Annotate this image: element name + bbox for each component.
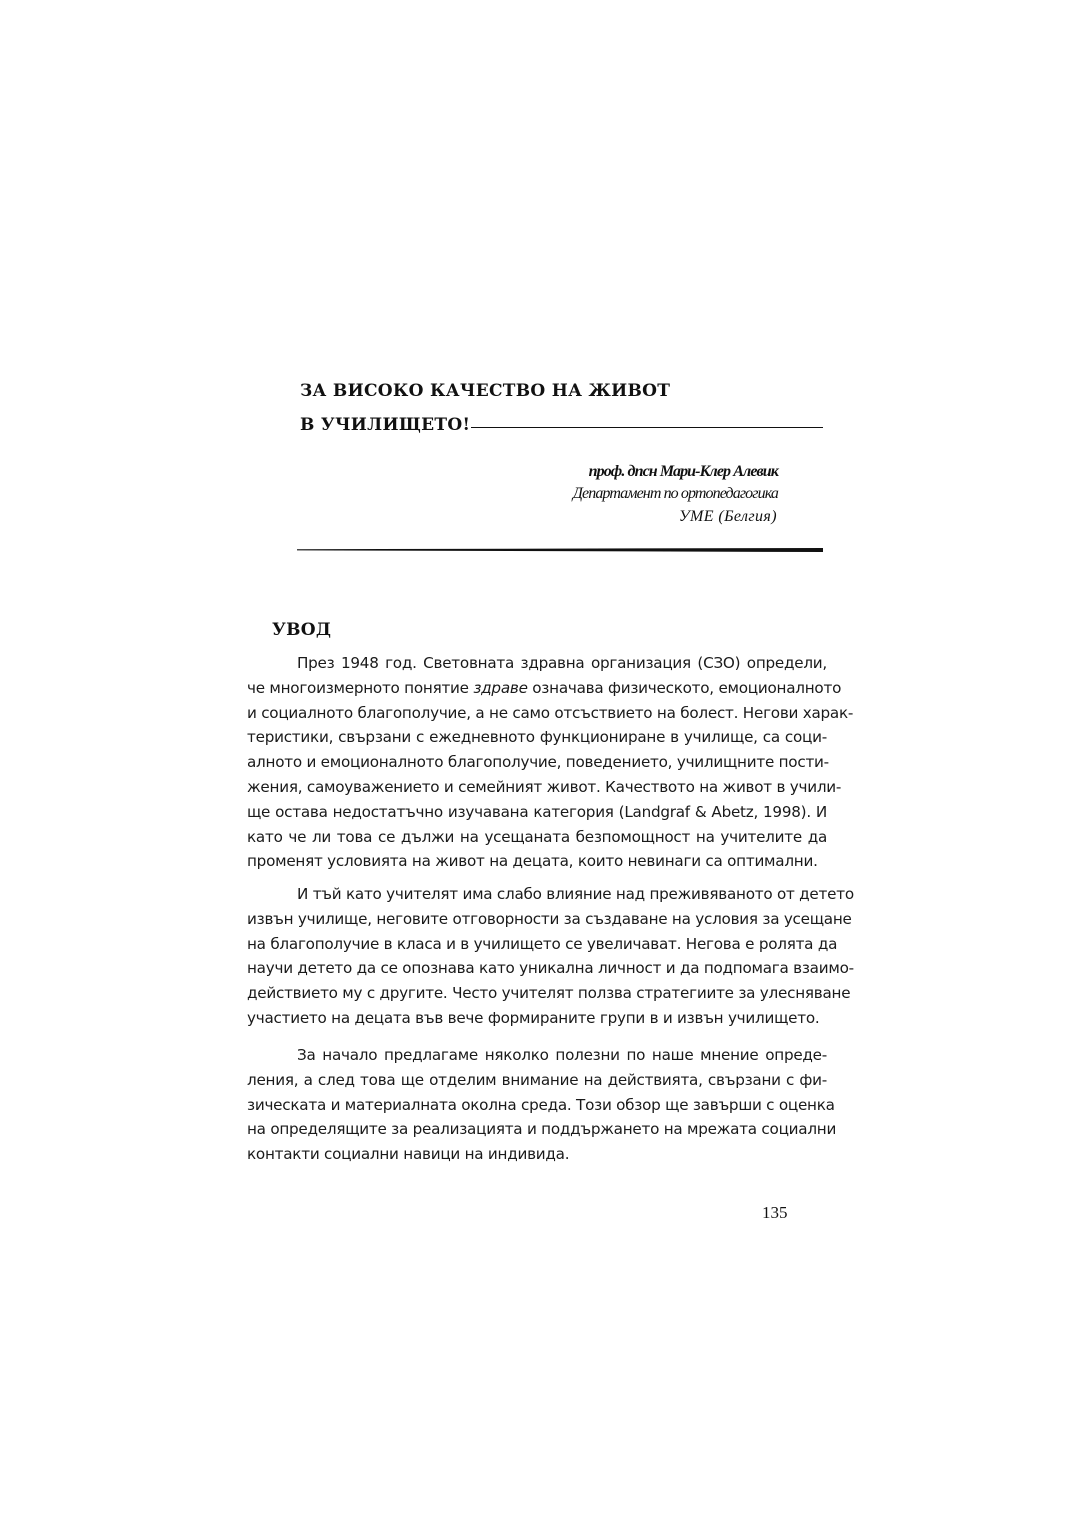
paragraph-line: И тъй като учителят има слабо влияние над преживяваното от детето — [297, 885, 854, 903]
paragraph-line: на определящите за реализацията и поддържането на мрежата социални — [247, 1120, 837, 1139]
author-institution: УМЕ (Белгия) — [678, 508, 777, 525]
paragraph-line: участието на децата във вече формираните групи в и извън училището. — [247, 1008, 820, 1027]
paragraph-line: контакти социални навици на индивида. — [247, 1145, 570, 1164]
paragraph-line: извън училище, неговите отговорности за създаване на условия за усещане — [247, 909, 852, 928]
author-department: Департамент по ортопедагогика — [572, 485, 778, 502]
paragraph-line: като че ли това се дължи на усещаната безпомощност на учителите да — [247, 827, 827, 846]
paragraph-line: За начало предлагаме няколко полезни по наше мнение опреде- — [297, 1046, 827, 1064]
text-run: че многоизмерното понятие — [247, 678, 474, 697]
paragraph-line: и социалното благополучие, а не само отсъствието на болест. Негови харак- — [247, 703, 854, 722]
text-run: означава физическото, емоционалното — [527, 678, 842, 697]
paragraph-3 — [247, 1043, 837, 1167]
author-block — [573, 461, 778, 529]
paragraph-line — [247, 676, 842, 701]
article-title-line-2: В УЧИЛИЩЕТО! — [300, 415, 471, 435]
paragraph-line: действието му с другите. Често учителят ползва стратегиите за улесняване — [247, 984, 851, 1003]
paragraph-line: теристики, свързани с ежедневното функциониране в училище, са соци- — [247, 728, 827, 747]
paragraph-line: ления, а след това ще отделим внимание на действията, свързани с фи- — [247, 1070, 827, 1089]
paragraph-2 — [247, 882, 854, 1031]
header-separator-rule — [297, 548, 823, 552]
paragraph-line: През 1948 год. Световната здравна организация (СЗО) определи, — [297, 654, 827, 672]
paragraph-line: жения, самоуважението и семейният живот. Качеството на живот в учили- — [247, 777, 842, 796]
paragraph-line: на благополучие в класа и в училището се увеличават. Негова е ролята да — [247, 934, 838, 953]
separator-rule-graphic — [297, 548, 823, 552]
paragraph-line: научи детето да се опознава като уникална личност и да подпомага взаимо- — [247, 959, 854, 978]
paragraph-line: ще остава недостатъчно изучавана категория (Landgraf & Abetz, 1998). И — [247, 802, 827, 821]
title-underline-rule — [471, 427, 823, 428]
emphasized-term: здраве — [473, 678, 528, 697]
paragraph-line: зическата и материалната околна среда. Този обзор ще завърши с оценка — [247, 1095, 835, 1114]
paragraph-1 — [247, 651, 854, 874]
paragraph-line: променят условията на живот на децата, които невинаги са оптимални. — [247, 852, 818, 871]
author-name: проф. дпсн Мари-Клер Алевик — [588, 463, 778, 480]
section-heading: УВОД — [272, 620, 332, 640]
page-number: 135 — [762, 1203, 788, 1222]
paragraph-line: алното и емоционалното благополучие, поведението, училищните пости- — [247, 753, 829, 772]
article-title-line-1: ЗА ВИСОКО КАЧЕСТВО НА ЖИВОТ — [300, 381, 671, 401]
